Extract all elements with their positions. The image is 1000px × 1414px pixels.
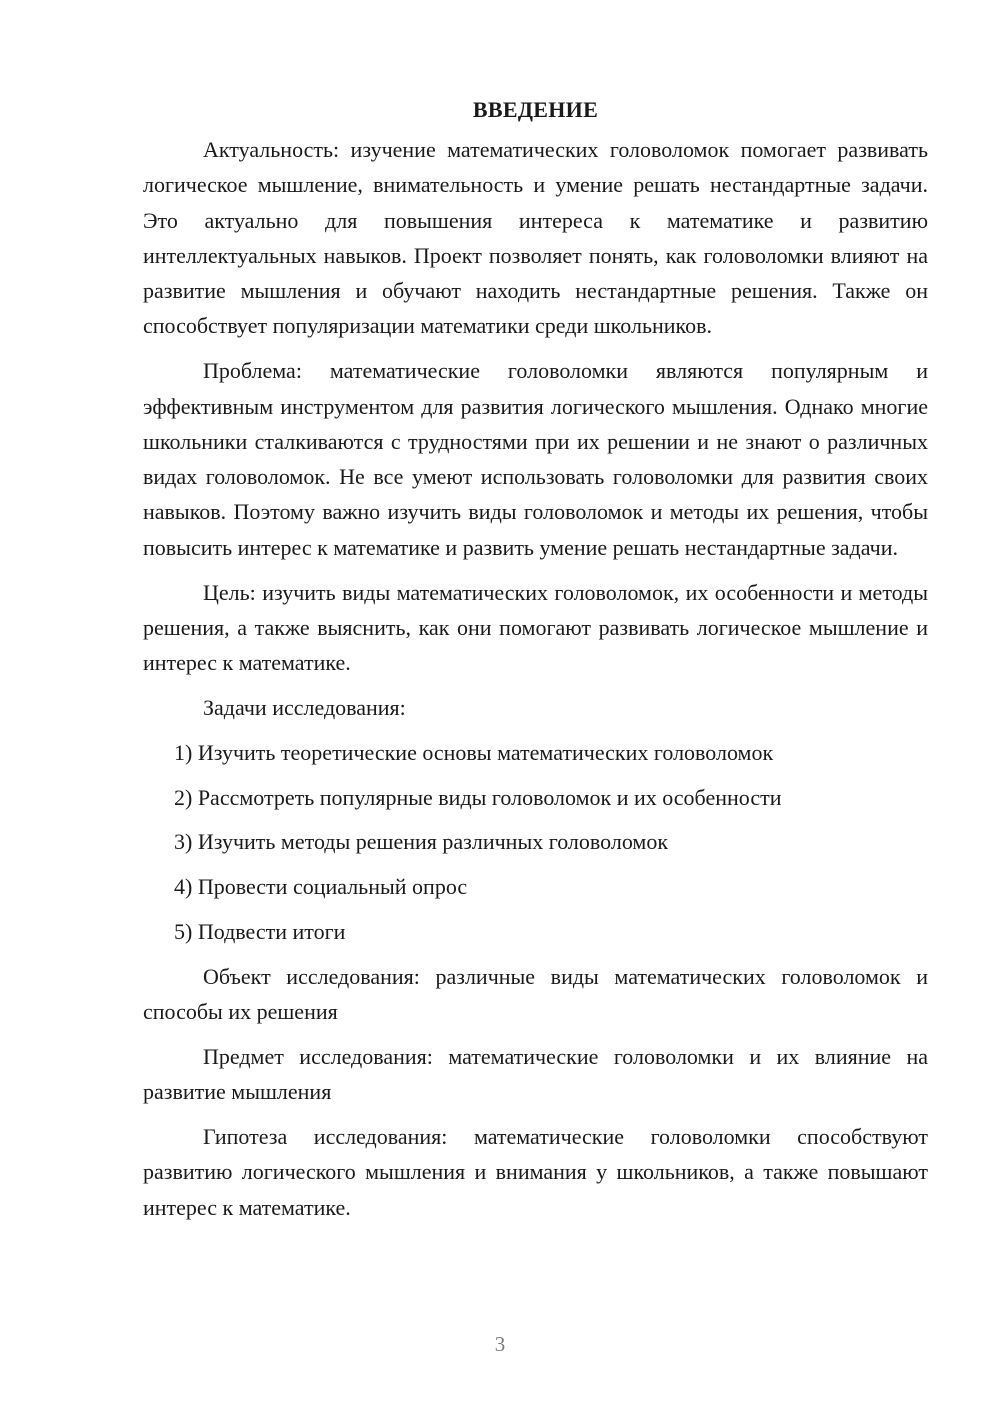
list-item: 2) Рассмотреть популярные виды головоломок и их особенности [174,784,782,810]
list-item: 3) Изучить методы решения различных головоломок [174,829,669,855]
list-item: 5) Подвести итоги [174,918,346,944]
tasks-heading: Задачи исследования: [203,694,406,720]
tasks-list [143,735,928,949]
section-title: ВВЕДЕНИЕ [472,97,599,122]
document-page [143,92,928,1234]
page-number: 3 [494,1332,506,1356]
list-item: 4) Провести социальный опрос [174,874,468,900]
relevance-paragraph: Актуальность: изучение математических головоломок помогает развивать логическое мышление, внимательность и умение решать нестандартные задачи. Это актуально для повышения интереса к математике и развитию интеллектуальных навыков. Проект позволяет понять, как головоломки влияют на развитие мышления и обучают находить нестандартные решения. Также он способствует популяризации математики среди школьников. [143,137,928,339]
list-item: 1) Изучить теоретические основы математических головоломок [174,739,774,765]
hypothesis-paragraph: Гипотеза исследования: математические головоломки способствуют развитию логического мышления и внимания у школьников, а также повышают интерес к математике. [143,1123,928,1220]
object-paragraph: Объект исследования: различные виды математических головоломок и способы их решения [143,963,928,1025]
problem-paragraph: Проблема: математические головоломки являются популярным и эффективным инструментом для развития логического мышления. Однако многие школьники сталкиваются с трудностями при их решении и не знают о различных видах головоломок. Не все умеют использовать головоломки для развития своих навыков. Поэтому важно изучить виды головоломок и методы их решения, чтобы повысить интерес к математике и развить умение решать нестандартные задачи. [143,358,928,560]
goal-paragraph: Цель: изучить виды математических головоломок, их особенности и методы решения, а также выяснить, как они помогают развивать логическое мышление и интерес к математике. [143,579,928,676]
subject-paragraph: Предмет исследования: математические головоломки и их влияние на развитие мышления [143,1043,928,1105]
